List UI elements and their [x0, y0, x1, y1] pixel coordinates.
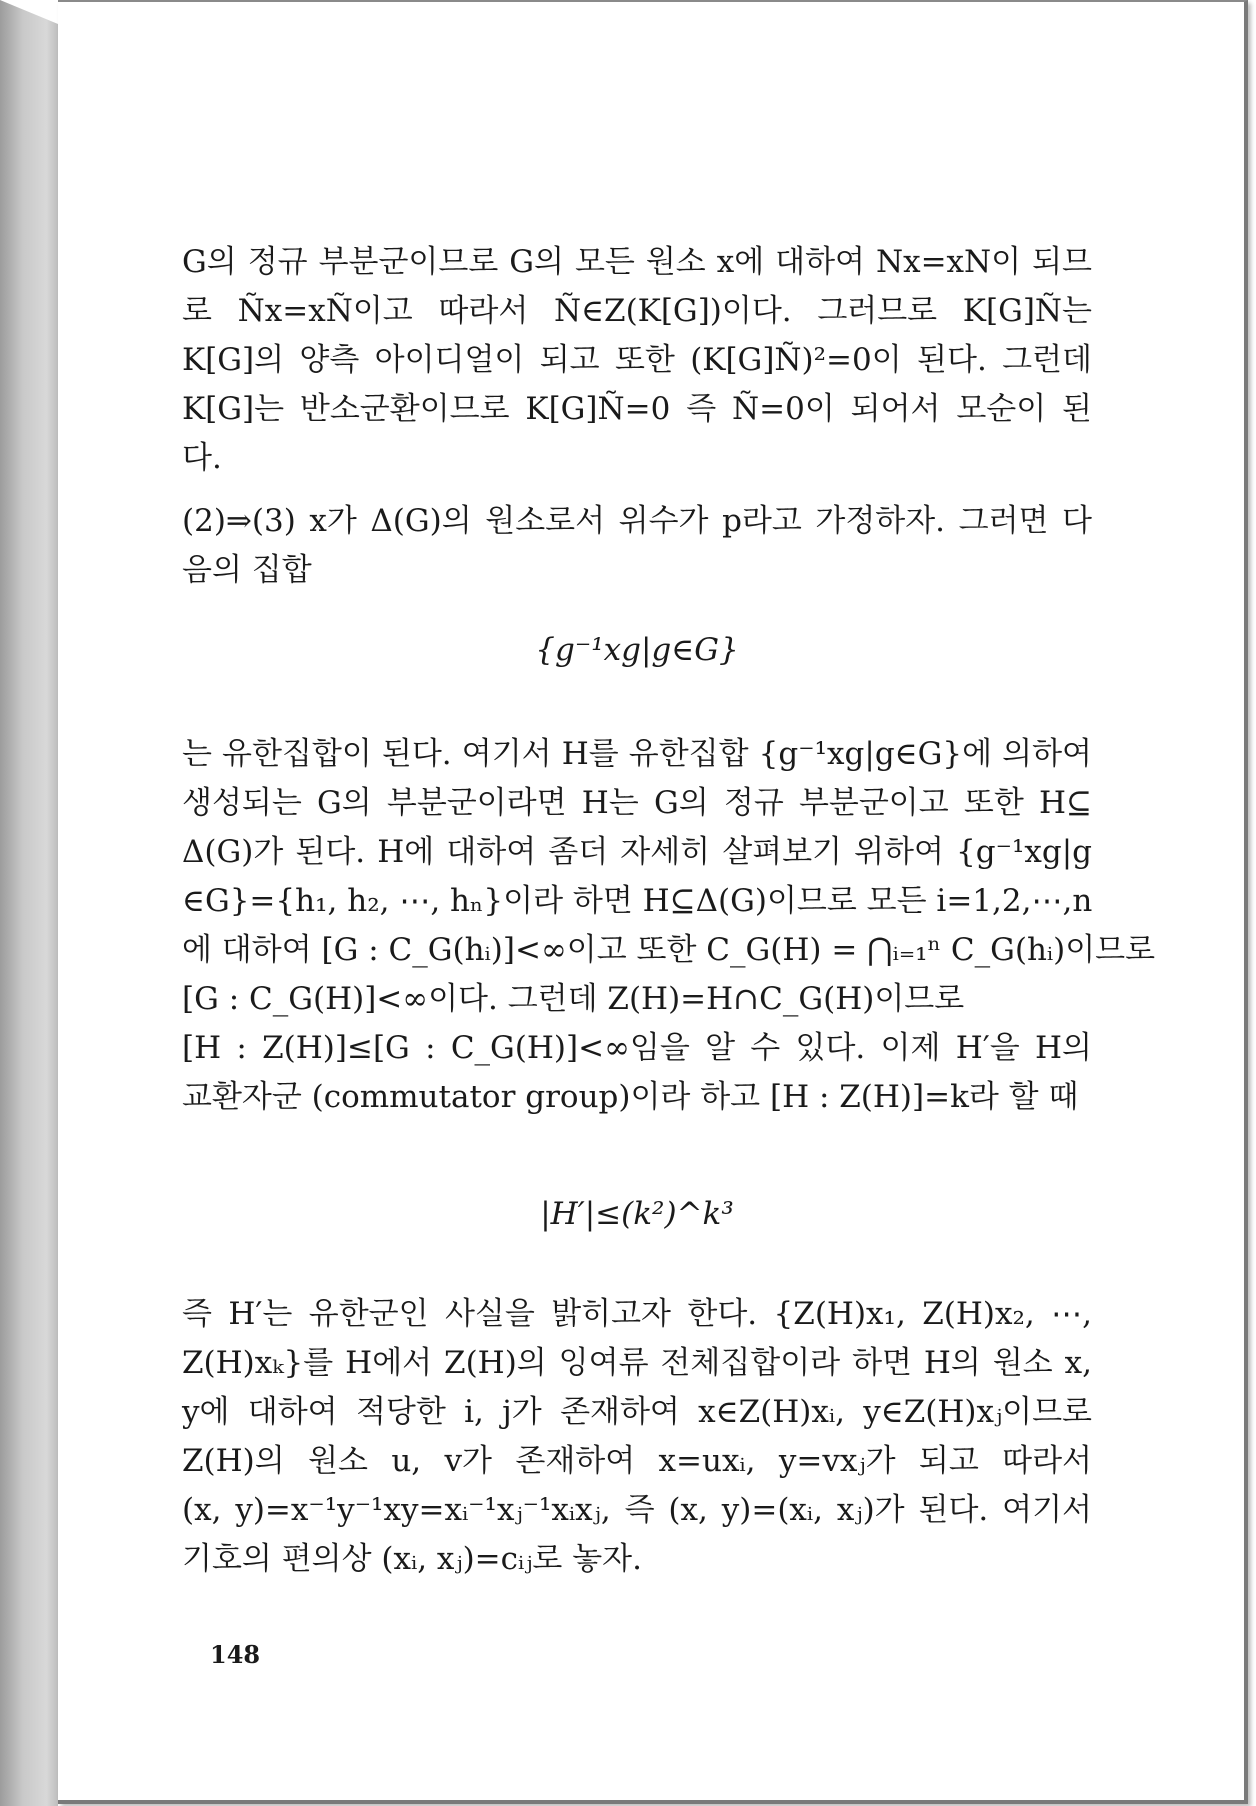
text-line: Z(H)xₖ}를 H에서 Z(H)의 잉여류 전체집합이라 하면 H의 원소 x, — [182, 1345, 1092, 1381]
text-line: 에 대하여 [G : C_G(hᵢ)]<∞이고 또한 C_G(H) = ⋂ᵢ₌₁ⁿ C_G(hᵢ)이므로 — [182, 932, 1156, 968]
book-spine — [0, 0, 58, 1806]
text-line: 로 Ñx=xÑ이고 따라서 Ñ∈Z(K[G])이다. 그러므로 K[G]Ñ는 — [182, 293, 1092, 329]
text-line: 음의 집합 — [182, 552, 312, 588]
text-line: (x, y)=x⁻¹y⁻¹xy=xᵢ⁻¹xⱼ⁻¹xᵢxⱼ, 즉 (x, y)=(xᵢ, xⱼ)가 된다. 여기서 — [182, 1492, 1092, 1528]
text-line: Z(H)의 원소 u, v가 존재하여 x=uxᵢ, y=vxⱼ가 되고 따라서 — [182, 1443, 1092, 1479]
equation-bound: |H′|≤(k²)^k³ — [540, 1196, 734, 1232]
spine-top — [0, 0, 58, 24]
text-line: [H : Z(H)]≤[G : C_G(H)]<∞임을 알 수 있다. 이제 H′을 H의 — [182, 1030, 1092, 1066]
text-line: 즉 H′는 유한군인 사실을 밝히고자 한다. {Z(H)x₁, Z(H)x₂, ⋯, — [182, 1296, 1092, 1332]
paragraph-3 — [182, 730, 1156, 1122]
text-line: 기호의 편의상 (xᵢ, xⱼ)=cᵢⱼ로 놓자. — [182, 1541, 642, 1577]
text-line: 다. — [182, 440, 222, 476]
paragraph-4 — [182, 1290, 1092, 1584]
text-line: (2)⇒(3) x가 Δ(G)의 원소로서 위수가 p라고 가정하자. 그러면 다 — [182, 503, 1092, 539]
paragraph-2 — [182, 497, 1092, 595]
text-line: 생성되는 G의 부분군이라면 H는 G의 정규 부분군이고 또한 H⊆ — [182, 785, 1092, 821]
text-line: 는 유한집합이 된다. 여기서 H를 유한집합 {g⁻¹xg|g∈G}에 의하여 — [182, 736, 1092, 772]
text-line: Δ(G)가 된다. H에 대하여 좀더 자세히 살펴보기 위하여 {g⁻¹xg|g — [182, 834, 1092, 870]
paragraph-1 — [182, 238, 1092, 609]
text-line: ∈G}={h₁, h₂, ⋯, hₙ}이라 하면 H⊆Δ(G)이므로 모든 i=1,2,⋯,n — [182, 883, 1093, 919]
page-number: 148 — [210, 1640, 261, 1669]
equation-set: {g⁻¹xg|g∈G} — [535, 632, 739, 668]
text-line: y에 대하여 적당한 i, j가 존재하여 x∈Z(H)xᵢ, y∈Z(H)xⱼ이므로 — [182, 1394, 1092, 1430]
text-line: K[G]의 양측 아이디얼이 되고 또한 (K[G]Ñ)²=0이 된다. 그런데 — [182, 342, 1092, 378]
text-line: K[G]는 반소군환이므로 K[G]Ñ=0 즉 Ñ=0이 되어서 모순이 된 — [182, 391, 1092, 427]
text-line: 교환자군 (commutator group)이라 하고 [H : Z(H)]=k라 할 때 — [182, 1079, 1079, 1115]
text-line: G의 정규 부분군이므로 G의 모든 원소 x에 대하여 Nx=xN이 되므 — [182, 244, 1092, 280]
text-line: [G : C_G(H)]<∞이다. 그런데 Z(H)=H∩C_G(H)이므로 — [182, 981, 965, 1017]
